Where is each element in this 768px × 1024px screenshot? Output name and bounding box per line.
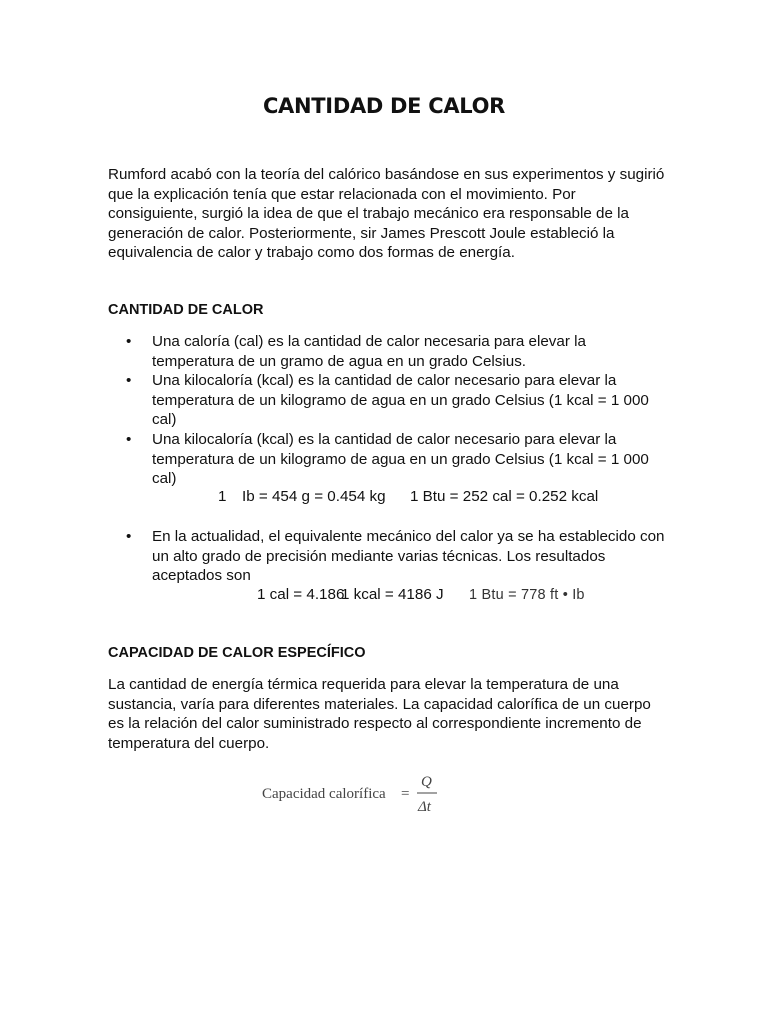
list-item-text: Una kilocaloría (kcal) es la cantidad de calor necesario para elevar la temperatura de un kilogramo de agua en un grado Celsius (1 kcal = 1 000 cal): [152, 372, 649, 428]
list-item-text: Una kilocaloría (kcal) es la cantidad de calor necesario para elevar la temperatura de un kilogramo de agua en un grado Celsius (1 kcal = 1 000 cal): [152, 431, 649, 487]
equation-kcal-joule: 1 kcal = 4186 J: [341, 586, 444, 603]
bullet-icon: •: [126, 333, 132, 350]
page-title: CANTIDAD DE CALOR: [262, 94, 506, 118]
list-item-text: En la actualidad, el equivalente mecánico del calor ya se ha establecido con un alto grado de precisión mediante varias técnicas. Los resultados aceptados son: [152, 528, 665, 584]
formula-lhs: Capacidad calorífica: [262, 786, 386, 802]
list-item: [126, 430, 666, 489]
formula-numerator: Q: [421, 774, 432, 790]
bullet-icon: •: [126, 528, 132, 545]
equation-cal-joule: 1 cal = 4.186: [257, 586, 345, 603]
equation-btu-ftlb: 1 Btu = 778 ft • Ib: [469, 587, 585, 603]
equation-mass: Ib = 454 g = 0.454 kg: [242, 488, 386, 505]
equation-btu-cal: 1 Btu = 252 cal = 0.252 kcal: [410, 488, 599, 505]
section-heading-cantidad: CANTIDAD DE CALOR: [108, 302, 264, 318]
formula-equals: =: [401, 786, 410, 802]
formula-denominator: Δt: [418, 799, 431, 815]
list-item: [126, 371, 666, 430]
equation-number: 1: [218, 488, 227, 505]
list-item-text: Una caloría (cal) es la cantidad de calor necesaria para elevar la temperatura de un gramo de agua en un grado Celsius.: [152, 333, 586, 370]
list-item: [126, 527, 666, 586]
intro-paragraph: Rumford acabó con la teoría del calórico basándose en sus experimentos y sugirió que la explicación tenía que estar relacionada con el movimiento. Por consiguiente, surgió la idea de que el trabajo mecánico era responsable de la generación de calor. Posteriormente, sir James Prescott Joule estableció la equivalencia de calor y trabajo como dos formas de energía.: [108, 166, 665, 261]
bullet-icon: •: [126, 372, 132, 389]
heat-capacity-formula: [262, 770, 462, 820]
list-item: [126, 332, 666, 371]
section-heading-capacidad: CAPACIDAD DE CALOR ESPECÍFICO: [108, 645, 366, 661]
capacity-paragraph: La cantidad de energía térmica requerida para elevar la temperatura de una sustancia, varía para diferentes materiales. La capacidad calorífica de un cuerpo es la relación del calor suministrado respecto al correspondiente incremento de temperatura del cuerpo.: [108, 676, 651, 752]
bullet-icon: •: [126, 431, 132, 448]
